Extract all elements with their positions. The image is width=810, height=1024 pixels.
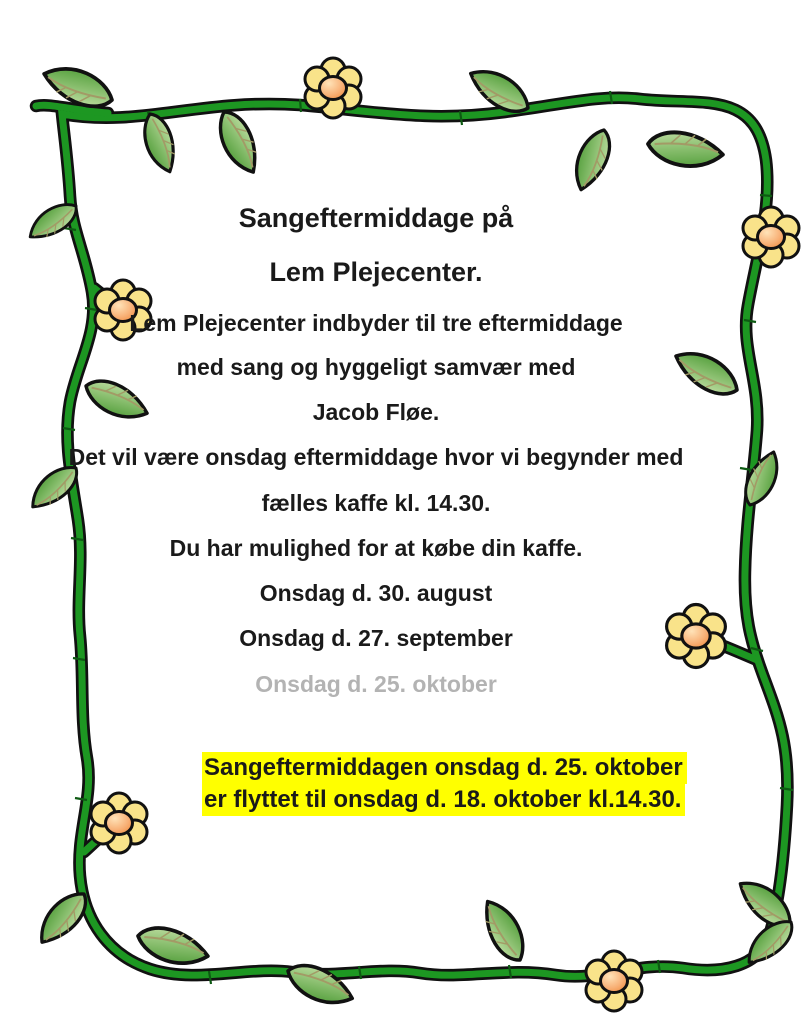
- details-line-1: Det vil være onsdag eftermiddage hvor vi begynder med: [68, 444, 684, 470]
- details-line-3: Du har mulighed for at købe din kaffe.: [169, 535, 583, 561]
- poster-title-line-2: Lem Plejecenter.: [269, 257, 483, 287]
- date-september: Onsdag d. 27. september: [239, 625, 513, 651]
- notice-line-2: er flyttet til onsdag d. 18. oktober kl.14.30.: [202, 784, 685, 816]
- details-line-2: fælles kaffe kl. 14.30.: [261, 490, 491, 516]
- date-august: Onsdag d. 30. august: [259, 580, 493, 606]
- notice-line-1: Sangeftermiddagen onsdag d. 25. oktober: [202, 752, 687, 784]
- intro-line-1: Lem Plejecenter indbyder til tre eftermiddage: [129, 310, 623, 336]
- poster-title-line-1: Sangeftermiddage på: [238, 203, 514, 233]
- date-october-cancelled: Onsdag d. 25. oktober: [255, 671, 497, 697]
- intro-line-3: Jacob Fløe.: [312, 399, 440, 425]
- notice-highlight: [202, 752, 687, 816]
- intro-line-2: med sang og hyggeligt samvær med: [176, 354, 576, 380]
